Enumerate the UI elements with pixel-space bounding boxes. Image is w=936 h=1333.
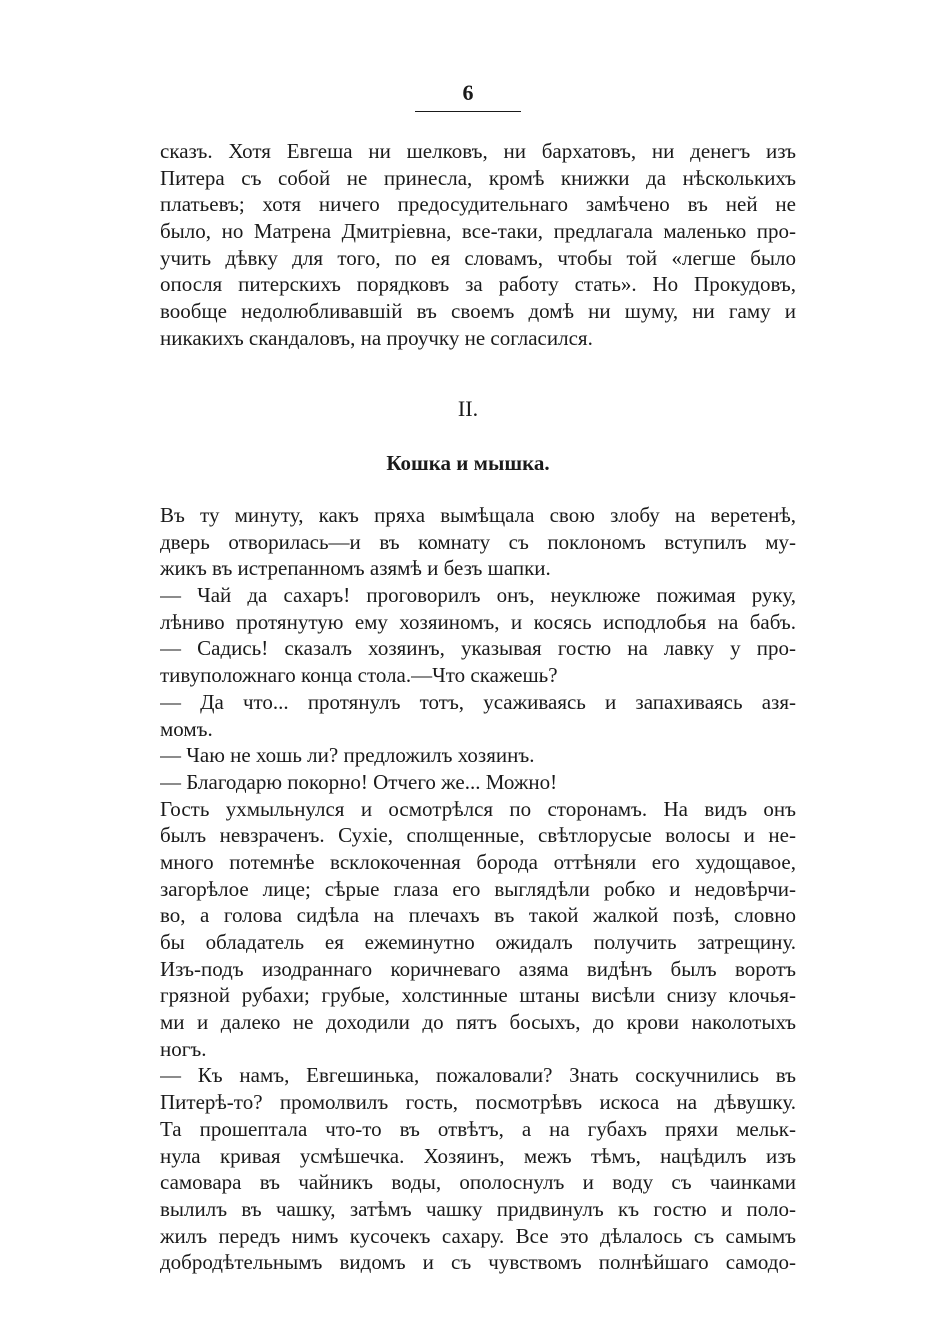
text-line: никакихъ скандаловъ, на проучку не согласился. [160,325,593,350]
text-line: жилъ передъ нимъ кусочекъ сахару. Все это дѣлалось съ самымъ [160,1223,796,1248]
text-line: ногъ. [160,1036,207,1061]
text-line: Изъ-подъ изодраннаго коричневаго азяма видѣнъ былъ воротъ [160,956,796,981]
text-line: — Чаю не хошь ли? предложилъ хозяинъ. [160,743,535,768]
text-line: — Благодарю покорно! Отчего же... Можно! [160,769,558,794]
text-line: Гость ухмыльнулся и осмотрѣлся по сторонамъ. На видъ онъ [160,796,796,821]
body-text [160,502,796,1276]
text-line: Та прошептала что-то въ отвѣтъ, а на губахъ пряхи мельк- [160,1116,796,1141]
text-line: — Садись! сказалъ хозяинъ, указывая гостю на лавку у про- [160,636,796,661]
chapter-title: Кошка и мышка. [386,451,550,475]
text-line: тивуположнаго конца стола.—Что скажешь? [160,663,558,688]
text-line: жикъ въ истрепанномъ азямѣ и безъ шапки. [160,556,551,581]
page-number: 6 [462,80,474,105]
text-line: добродѣтельнымъ видомъ и съ чувствомъ полнѣйшаго самодо- [160,1250,796,1275]
chapter-number: II. [457,396,479,421]
text-line: было, но Матрена Дмитріевна, все-таки, предлагала маленько про- [160,219,796,244]
text-line: Питерѣ-то? промолвилъ гость, посмотрѣвъ искоса на дѣвушку. [160,1090,796,1115]
text-line: самовара въ чайникъ воды, ополоснулъ и воду съ чаинками [160,1170,796,1195]
text-line: платьевъ; хотя ничего предосудительнаго замѣчено въ ней не [160,192,796,217]
text-line: загорѣлое лице; сѣрые глаза его выглядѣли робко и недовѣрчи- [160,876,796,901]
text-line: — Къ намъ, Евгешинька, пожаловали? Знать соскучнились въ [160,1063,796,1088]
text-line: учить дѣвку для того, по ея словамъ, чтобы той «легше было [160,245,796,270]
text-line: момъ. [160,716,213,741]
text-line: ми и далеко не доходили до пятъ босыхъ, до крови наколотыхъ [160,1010,796,1035]
text-line: грязной рубахи; грубые, холстинные штаны висѣли снизу клочья- [160,983,796,1008]
text-line: дверь отворилась—и въ комнату съ поклономъ вступилъ му- [160,529,796,554]
text-line: — Да что... протянулъ тотъ, усаживаясь и запахиваясь азя- [160,689,796,714]
text-line: лѣниво протянутую ему хозяиномъ, и косясь исподлобья на бабъ. [160,609,796,634]
text-line: бы обладатель ея ежеминутно ожидалъ получить затрещину. [160,930,796,954]
text-line: вообще недолюбливавшій въ своемъ домѣ ни шуму, ни гаму и [160,299,796,324]
text-line: Въ ту минуту, какъ пряха вымѣщала свою злобу на веретенѣ, [160,503,796,527]
text-line: нула кривая усмѣшечка. Хозяинъ, межъ тѣмъ, нацѣдилъ изъ [160,1143,796,1168]
text-line: опосля питерскихъ порядковъ за работу стать». Но Прокудовъ, [160,272,796,297]
text-line: Питера съ собой не принесла, кромѣ книжки да нѣсколькихъ [160,165,796,190]
text-line: сказъ. Хотя Евгеша ни шелковъ, ни бархатовъ, ни денегъ изъ [160,139,796,163]
intro-paragraph [160,138,796,352]
page-number-rule [415,111,521,112]
text-line: вылилъ въ чашку, затѣмъ чашку придвинулъ къ гостю и поло- [160,1196,796,1221]
text-line: во, а голова сидѣла на плечахъ въ такой жалкой позѣ, словно [160,903,796,928]
text-line: былъ невзраченъ. Сухіе, сполщенные, свѣтлорусые волосы и не- [160,823,796,848]
text-line: много потемнѣе всклокоченная борода оттѣняли его худощавое, [160,849,796,874]
text-line: — Чай да сахаръ! проговорилъ онъ, неуклюже пожимая руку, [160,583,796,608]
